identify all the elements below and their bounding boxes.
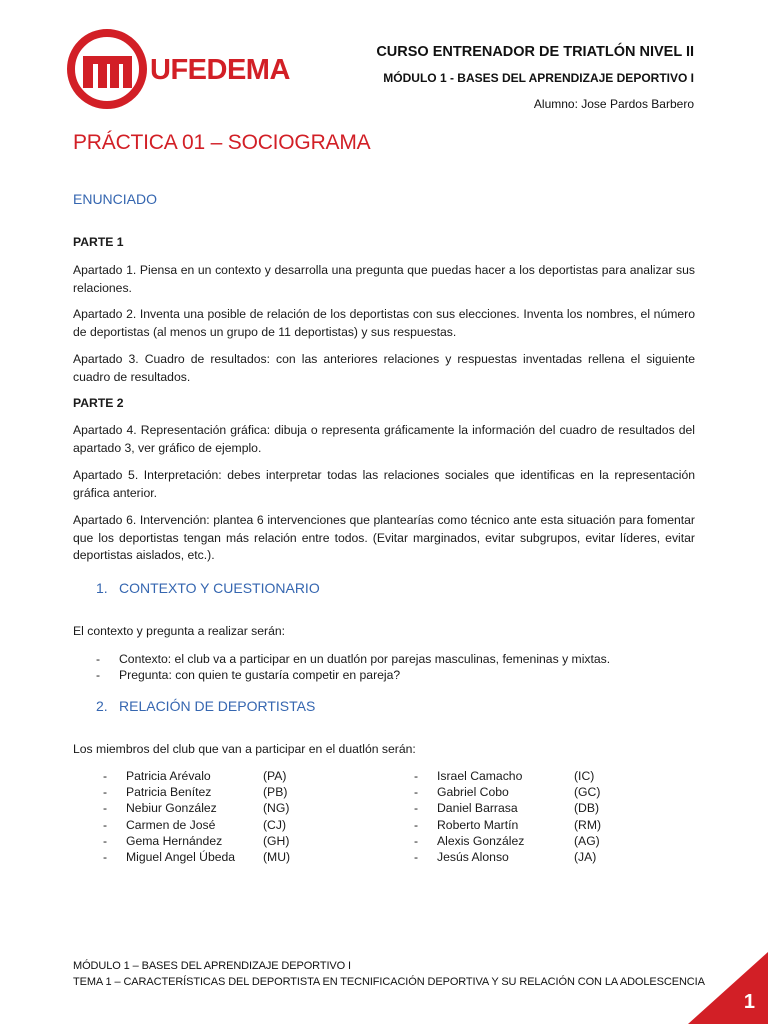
member-abbr: (PB)	[263, 785, 288, 800]
footer-topic: TEMA 1 – CARACTERÍSTICAS DEL DEPORTISTA EN TECNIFICACIÓN DEPORTIVA Y SU RELACIÓN CON LA ADOLESCENCIA	[73, 976, 705, 988]
page-corner-triangle	[688, 952, 768, 1024]
ufedema-logo	[66, 26, 306, 116]
section1-heading	[96, 580, 320, 596]
member-name: Gema Hernández	[126, 833, 223, 848]
member-abbr: (GH)	[263, 833, 290, 848]
members-list-right	[414, 768, 694, 865]
list-item: - Daniel Barrasa (DB)	[414, 801, 600, 816]
list-item: - Miguel Angel Úbeda (MU)	[103, 849, 291, 864]
section1-title: CONTEXTO Y CUESTIONARIO	[119, 580, 320, 596]
module-title: MÓDULO 1 - BASES DEL APRENDIZAJE DEPORTIVO I	[383, 71, 694, 85]
list-item: - Pregunta: con quien te gustaría competir en pareja?	[96, 668, 401, 682]
member-abbr: (AG)	[574, 833, 600, 848]
member-name: Daniel Barrasa	[437, 801, 518, 816]
list-item: - Nebiur González (NG)	[103, 801, 290, 816]
section1-bullets	[73, 651, 610, 683]
list-item: - Jesús Alonso (JA)	[414, 849, 597, 864]
apartado-5: Apartado 5. Interpretación: debes interpretar todas las relaciones sociales que identificas en la representación gráfica anterior.	[73, 468, 695, 500]
member-name: Jesús Alonso	[437, 849, 509, 864]
page-number: 1	[743, 991, 755, 1013]
parte1-heading: PARTE 1	[73, 235, 124, 249]
member-name: Alexis González	[437, 833, 525, 848]
list-item: - Gema Hernández (GH)	[103, 833, 290, 848]
page-title: PRÁCTICA 01 – SOCIOGRAMA	[73, 131, 371, 154]
enunciado-heading: ENUNCIADO	[73, 191, 158, 207]
apartado-1: Apartado 1. Piensa en un contexto y desarrolla una pregunta que puedas hacer a los deportistas para analizar sus relaciones.	[73, 263, 695, 295]
student-name: Alumno: Jose Pardos Barbero	[533, 97, 694, 111]
member-name: Miguel Angel Úbeda	[126, 849, 236, 864]
logo-wordmark: UFEDEMA	[150, 54, 290, 86]
member-name: Gabriel Cobo	[437, 785, 509, 800]
list-item: - Alexis González (AG)	[414, 833, 600, 848]
member-name: Nebiur González	[126, 801, 217, 816]
member-abbr: (MU)	[263, 849, 291, 864]
member-abbr: (CJ)	[263, 817, 287, 832]
member-name: Israel Camacho	[437, 769, 523, 783]
section2-intro: Los miembros del club que van a participar en el duatlón serán:	[73, 742, 416, 756]
member-abbr: (DB)	[574, 801, 600, 816]
section2-heading	[96, 698, 315, 714]
section2-number: 2.	[96, 698, 108, 714]
member-abbr: (IC)	[574, 769, 595, 783]
list-item: - Patricia Benítez (PB)	[103, 785, 288, 800]
section1-number: 1.	[96, 580, 108, 596]
section1-intro: El contexto y pregunta a realizar serán:	[73, 624, 286, 638]
list-item: - Patricia Arévalo (PA)	[103, 769, 287, 783]
member-abbr: (JA)	[574, 849, 597, 864]
parte2-heading: PARTE 2	[73, 396, 124, 410]
course-title: CURSO ENTRENADOR DE TRIATLÓN NIVEL II	[376, 44, 694, 60]
member-abbr: (NG)	[263, 801, 290, 816]
member-abbr: (GC)	[574, 785, 601, 800]
list-item: - Contexto: el club va a participar en un duatlón por parejas masculinas, femeninas y mixtas.	[96, 652, 611, 666]
apartado-3: Apartado 3. Cuadro de resultados: con las anteriores relaciones y respuestas inventadas rellena el siguiente cuadro de resultados.	[73, 352, 695, 384]
ufedema-emblem-icon	[66, 26, 156, 116]
member-abbr: (RM)	[574, 817, 602, 832]
apartado-6: Apartado 6. Intervención: plantea 6 intervenciones que plantearías como técnico ante esta situación para fomentar que los deportistas tengan más relación entre todos. (Evitar marginados, evitar subgrupos, evitar líderes, evitar deportistas aislados, etc.).	[73, 513, 695, 562]
list-item: - Roberto Martín (RM)	[414, 817, 602, 832]
member-abbr: (PA)	[263, 769, 287, 783]
list-item: - Israel Camacho (IC)	[414, 769, 595, 783]
member-name: Patricia Arévalo	[126, 769, 211, 783]
section2-title: RELACIÓN DE DEPORTISTAS	[119, 698, 316, 714]
list-item: - Gabriel Cobo (GC)	[414, 785, 601, 800]
footer-module: MÓDULO 1 – BASES DEL APRENDIZAJE DEPORTIVO I	[73, 960, 352, 972]
apartado-4: Apartado 4. Representación gráfica: dibuja o representa gráficamente la información del cuadro de resultados del apartado 3, ver gráfico de ejemplo.	[73, 423, 695, 455]
member-name: Carmen de José	[126, 817, 216, 832]
list-item: - Carmen de José (CJ)	[103, 817, 287, 832]
members-list-left	[103, 768, 403, 865]
member-name: Roberto Martín	[437, 817, 519, 832]
member-name: Patricia Benítez	[126, 785, 212, 800]
apartado-2: Apartado 2. Inventa una posible de relación de los deportistas con sus elecciones. Inventa los nombres, el número de deportistas (al menos un grupo de 11 deportistas) y sus respuestas.	[73, 307, 695, 339]
